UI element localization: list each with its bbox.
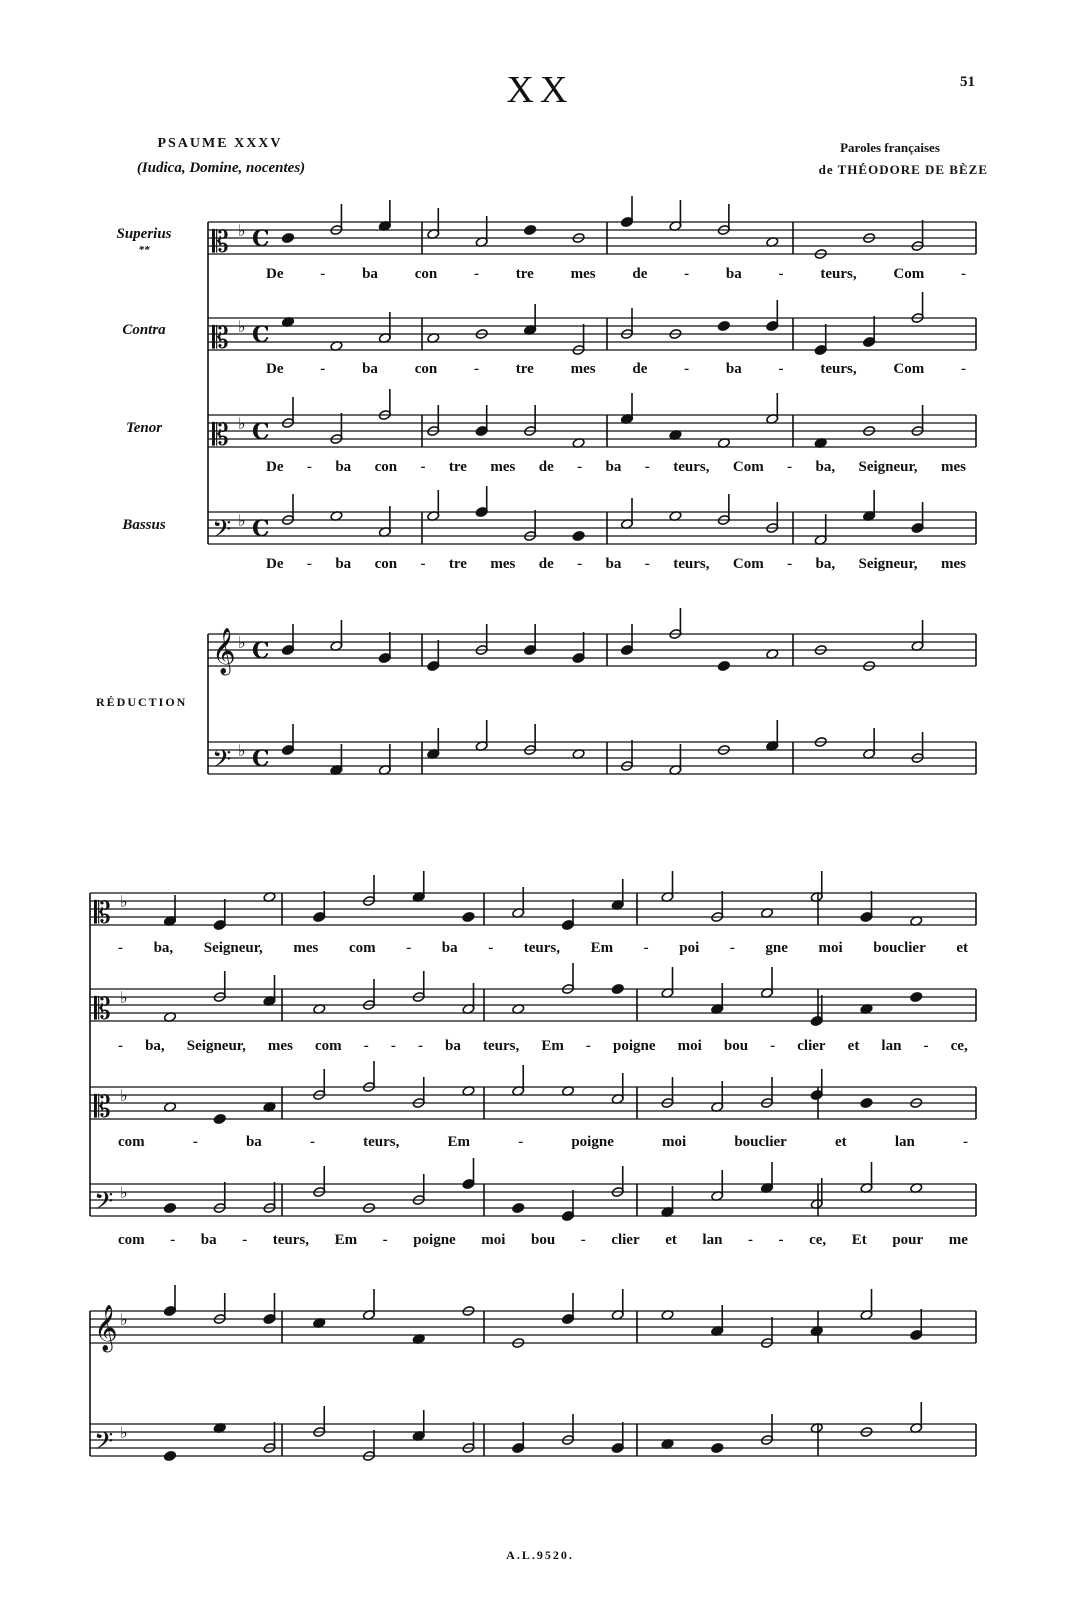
lyrics-s1-superius [266,266,966,288]
staff-lines [90,222,976,1456]
lyric-syllable: - [309,1134,315,1150]
piece-number: XX [506,69,574,111]
note-head [611,984,624,995]
voice-label-superius: Superius [116,226,172,242]
lyric-syllable: - [390,1038,396,1054]
note-head [572,531,585,542]
lyric-syllable: com [118,1134,145,1150]
note-heads [164,196,925,1461]
lyric-syllable: teurs, [820,266,857,282]
time-signature: C [252,322,270,348]
lyric-syllable: bou [723,1038,749,1054]
key-signature-flat: ♭ [238,511,246,530]
lyric-syllable: de [632,361,648,377]
lyrics-s2-superius [118,940,968,962]
lyric-syllable: - [306,459,312,475]
lyric-syllable: com [118,1232,145,1248]
voice-label-contra: Contra [122,322,166,338]
lyric-syllable: - [306,556,312,572]
lyric-syllable: ba [335,556,352,572]
lyrics-s1-contra [266,361,966,383]
reduction-label: RÉDUCTION [96,695,188,709]
lyric-syllable: Seigneur, [858,556,918,572]
lyric-syllable: lan [702,1232,723,1248]
lyric-syllable: mes [940,459,966,475]
lyrics-s2-tenor [118,1134,968,1156]
psalm-title: PSAUME XXXV [157,136,283,151]
lyric-syllable: Seigneur, [186,1038,246,1054]
lyric-syllable: Em [334,1232,358,1248]
c-clef: 𝄡 [212,321,229,356]
lyric-syllable: De [266,556,284,572]
lyric-syllable: teurs, [523,940,561,956]
lyrics-s2-contra [118,1038,968,1060]
note-head [910,992,923,1003]
lyric-syllable: clier [611,1232,640,1248]
lyric-syllable: bouclier [734,1134,787,1150]
lyric-syllable: teurs, [363,1134,400,1150]
lyric-syllable: - [580,1232,586,1248]
time-signature: C [252,638,270,664]
lyric-syllable: de [538,556,554,572]
psalm-latin-incipit: (Iudica, Domine, nocentes) [136,160,306,176]
bar-lines [90,222,976,1456]
lyric-syllable: - [729,940,735,956]
lyric-syllable: tre [515,266,534,282]
lyrics-credit-line2: de THÉODORE DE BÈZE [818,162,988,177]
lyric-syllable: et [665,1232,677,1248]
lyric-syllable: - [242,1232,248,1248]
note-head [717,321,730,332]
lyric-syllable: - [644,556,650,572]
note-head [282,233,295,244]
lyric-syllable: Seigneur, [203,940,263,956]
time-signature: C [252,419,270,445]
bass-clef: 𝄢 [94,1427,114,1462]
lyric-syllable: - [473,361,479,377]
lyric-syllable: - [577,459,583,475]
lyric-syllable: De [266,459,284,475]
lyric-syllable: - [118,1038,123,1054]
page-number: 51 [960,74,975,90]
lyric-syllable: ba, [815,459,836,475]
lyric-syllable: lan [894,1134,915,1150]
lyric-syllable: Em [541,1038,564,1054]
lyric-syllable: mes [940,556,966,572]
lyric-syllable: - [420,459,426,475]
lyric-syllable: - [778,266,784,282]
c-clef: 𝄡 [212,418,229,453]
lyric-syllable: - [684,266,690,282]
lyric-syllable: - [320,361,326,377]
lyric-syllable: ba, [815,556,836,572]
lyrics-credit-line1: Paroles françaises [840,140,940,155]
lyric-syllable: De [266,361,284,377]
lyrics-s1-bassus [266,556,966,578]
lyric-syllable: con [414,266,438,282]
time-signature: C [252,516,270,542]
key-signature-flat: ♭ [238,414,246,433]
lyric-syllable: De [266,266,284,282]
lyric-syllable: - [960,266,966,282]
c-clef: 𝄡 [212,225,229,260]
clefs-and-signatures [94,221,270,1462]
key-signature-flat: ♭ [238,633,246,652]
lyric-syllable: teurs, [482,1038,520,1054]
lyric-syllable: et [956,940,968,956]
key-signature-flat: ♭ [120,1183,128,1202]
lyric-syllable: poigne [613,1038,656,1054]
lyric-syllable: mes [490,556,516,572]
lyric-syllable: moi [481,1232,506,1248]
lyric-syllable: - [577,556,583,572]
c-clef: 𝄡 [94,992,111,1027]
key-signature-flat: ♭ [120,1310,128,1329]
lyric-syllable: - [787,556,793,572]
lyric-syllable: ba [605,459,622,475]
note-head [512,1203,525,1214]
lyric-syllable: - [417,1038,423,1054]
lyric-syllable: teurs, [820,361,857,377]
lyric-syllable: et [835,1134,847,1150]
lyric-syllable: teurs, [673,459,710,475]
lyric-syllable: clier [797,1038,826,1054]
lyric-syllable: - [420,556,426,572]
key-signature-flat: ♭ [120,988,128,1007]
treble-clef: 𝄞 [212,628,236,674]
lyric-syllable: - [684,361,690,377]
lyric-syllable: - [406,940,412,956]
lyric-syllable: de [632,266,648,282]
lyric-syllable: ba, [145,1038,165,1054]
lyric-syllable: ba [725,266,742,282]
key-signature-flat: ♭ [238,221,246,240]
lyric-syllable: - [644,459,650,475]
key-signature-flat: ♭ [120,1086,128,1105]
note-head [717,661,730,672]
lyric-syllable: ba [445,1038,461,1054]
lyric-syllable: teurs, [272,1232,309,1248]
note-head [213,1114,226,1125]
lyric-syllable: ba [441,940,458,956]
lyric-syllable: con [374,459,398,475]
lyric-syllable: et [847,1038,860,1054]
treble-clef: 𝄞 [94,1305,118,1351]
lyric-syllable: tre [448,556,467,572]
lyric-syllable: - [585,1038,591,1054]
superius-footnote-mark: ** [138,244,150,256]
bass-clef: 𝄢 [94,1187,114,1222]
lyric-syllable: ce, [950,1038,968,1054]
lyric-syllable: - [787,459,793,475]
lyric-syllable: - [382,1232,388,1248]
voice-label-bassus: Bassus [122,517,166,533]
lyric-syllable: tre [515,361,534,377]
lyric-syllable: ba [725,361,742,377]
lyric-syllable: - [778,361,784,377]
lyrics-s2-bassus [118,1232,968,1254]
lyric-syllable: - [518,1134,524,1150]
lyric-syllable: - [778,1232,784,1248]
lyric-syllable: - [962,1134,968,1150]
lyric-syllable: Seigneur, [858,459,918,475]
lyric-syllable: Com [732,556,764,572]
lyric-syllable: pour [892,1232,924,1248]
lyric-syllable: Em [447,1134,471,1150]
c-clef: 𝄡 [94,896,111,931]
voice-label-tenor: Tenor [125,420,163,436]
note-head [164,1203,177,1214]
lyric-syllable: me [948,1232,968,1248]
lyric-syllable: gne [765,940,788,956]
note-head [462,912,475,923]
key-signature-flat: ♭ [120,892,128,911]
lyric-syllable: - [488,940,494,956]
lyric-syllable: mes [293,940,319,956]
lyric-syllable: con [374,556,398,572]
lyric-syllable: com [348,940,376,956]
note-head [860,1098,873,1109]
lyric-syllable: ba [362,266,378,282]
lyric-syllable: mes [490,459,516,475]
key-signature-flat: ♭ [238,741,246,760]
lyric-syllable: con [414,361,438,377]
lyric-syllable: ba [245,1134,262,1150]
lyric-syllable: de [538,459,554,475]
lyric-syllable: com [315,1038,342,1054]
lyric-syllable: ba [200,1232,217,1248]
lyric-syllable: poigne [571,1134,614,1150]
lyric-syllable: mes [570,361,596,377]
lyrics-s1-tenor [266,459,966,481]
lyric-syllable: teurs, [673,556,710,572]
lyric-syllable: ba [605,556,622,572]
lyric-syllable: - [770,1038,776,1054]
lyric-syllable: - [118,940,123,956]
lyric-syllable: ce, [809,1232,827,1248]
lyric-syllable: bou [531,1232,556,1248]
lyric-syllable: Com [893,266,925,282]
plate-number: A.L.9520. [506,1548,574,1562]
time-signature: C [252,226,270,252]
c-clef: 𝄡 [94,1090,111,1125]
note-head [524,225,537,236]
note-head [711,1443,724,1454]
lyric-syllable: ba [335,459,352,475]
lyric-syllable: - [363,1038,369,1054]
lyric-syllable: bouclier [873,940,926,956]
note-head [164,1451,177,1462]
bass-clef: 𝄢 [212,745,232,780]
lyric-syllable: tre [448,459,467,475]
lyric-syllable: mes [267,1038,293,1054]
key-signature-flat: ♭ [238,317,246,336]
lyric-syllable: Com [732,459,764,475]
lyric-syllable: lan [881,1038,902,1054]
lyric-syllable: - [473,266,479,282]
lyric-syllable: - [192,1134,198,1150]
lyric-syllable: - [643,940,649,956]
lyric-syllable: poi [679,940,700,956]
key-signature-flat: ♭ [120,1423,128,1442]
lyric-syllable: - [960,361,966,377]
bass-clef: 𝄢 [212,515,232,550]
lyric-syllable: poigne [413,1232,456,1248]
lyric-syllable: - [747,1232,753,1248]
time-signature: C [252,746,270,772]
lyric-syllable: moi [677,1038,702,1054]
lyric-syllable: Et [851,1232,867,1248]
lyric-syllable: moi [818,940,843,956]
lyric-syllable: mes [570,266,596,282]
lyric-syllable: - [170,1232,176,1248]
lyric-syllable: - [923,1038,929,1054]
lyric-syllable: Com [893,361,925,377]
lyric-syllable: - [320,266,326,282]
lyric-syllable: ba [362,361,378,377]
lyric-syllable: moi [662,1134,687,1150]
lyric-syllable: ba, [153,940,174,956]
lyric-syllable: Em [590,940,614,956]
